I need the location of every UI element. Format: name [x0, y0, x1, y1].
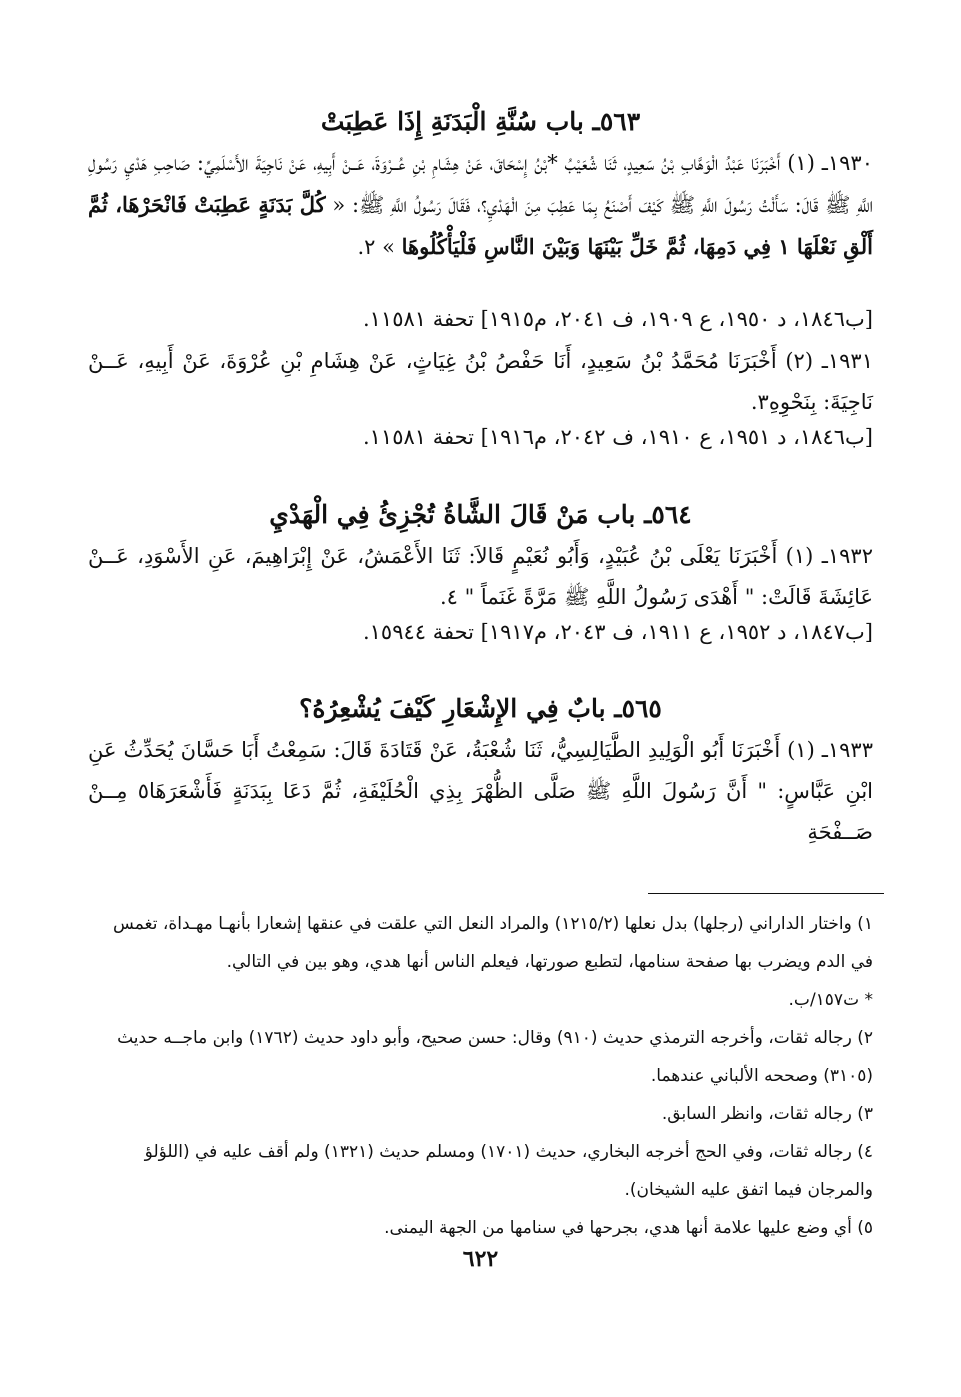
- section-heading-565: ٥٦٥ـ بابٌ فِي الإِشْعَارِ كَيْفَ يُشْعِرُهُ؟: [299, 694, 662, 723]
- section-heading-563: ٥٦٣ـ باب سُنَّةِ الْبَدَنَةِ إِذَا عَطِبَتْ: [320, 107, 641, 136]
- footnote-4: ٤) رجاله ثقات، وفي الحج أخرجه البخاري، حديث (١٧٠١) ومسلم حديث (١٣٢١) ولم أقف عليه في (اللؤلؤ والمرجان فيما اتفق عليه الشيخان).: [144, 1142, 873, 1200]
- hadith-1930-prophetic-saying: كُلَّ بَدَنَةٍ عَطِبَتْ فَانْحَرْهَا، ثُمَّ أَلْقِ نَعْلَهَا ١ فِي دَمِهَا، ثُمَّ خَلِّ بَيْنَهَا وَبَيْنَ النَّاسِ فَلْيَأْكُلُوهَا: [88, 192, 873, 259]
- page-number: ٦٢٢: [462, 1246, 499, 1272]
- hadith-1931: ١٩٣١ـ (٢) أَخْبَرَنَا مُحَمَّدُ بْنُ سَعِيدٍ، أَنَا حَفْصُ بْنُ غِيَاثٍ، عَنْ هِشَامِ بْنِ عُرْوَةَ، عَنْ أَبِيهِ، عَــنْ نَاجِيَةَ: بِنَحْوِهِ٣.: [88, 349, 873, 414]
- hadith-1931-reference: [ب١٨٤٦، د ١٩٥١، ع ١٩١٠، ف ٢٠٤٢، م١٩١٦] تحفة ١١٥٨١.: [362, 425, 873, 449]
- footnote-marker-star: * ت١٥٧/ب.: [788, 990, 873, 1010]
- hadith-1930: [88, 143, 873, 268]
- hadith-1930-reference: [ب١٨٤٦، د ١٩٥٠، ع ١٩٠٩، ف ٢٠٤١، م١٩١٥] تحفة ١١٥٨١.: [362, 307, 873, 331]
- hadith-1932-reference: [ب١٨٤٧، د ١٩٥٢، ع ١٩١١، ف ٢٠٤٣، م١٩١٧] تحفة ١٥٩٤٤.: [362, 620, 873, 644]
- hadith-1932: ١٩٣٢ـ (١) أَخْبَرَنَا يَعْلَى بْنُ عُبَيْدٍ، وَأَبُو نُعَيْمٍ قَالاَ: ثَنَا الأَعْمَشُ، عَنْ إِبْرَاهِيمَ، عَنِ الأَسْوَدِ، عَــنْ عَائِشَةَ قَالَتْ: " أَهْدَى رَسُولُ اللَّهِ ﷺ مَرَّةً غَنَماً " ٤.: [88, 544, 873, 609]
- footnote-3: ٣) رجاله ثقات، وانظر السابق.: [661, 1104, 873, 1124]
- section-heading-564: ٥٦٤ـ باب مَنْ قَالَ الشَّاةُ تُجْزِئُ فِي الْهَدْيِ: [269, 500, 692, 529]
- footnote-1: ١) واختار الداراني (رجلها) بدل نعلها (١٢١٥/٢) والمراد النعل التي علقت في عنقها إشعارا بأنهـا مهـداة، تغمس في الدم ويضرب بها صفحة سنامها، لتطبع صورتها، فيعلم الناس أنها هدي، وهو بين في التالي.: [113, 914, 873, 972]
- footnote-divider: [648, 893, 884, 894]
- hadith-1933: ١٩٣٣ـ (١) أَخْبَرَنَا أَبُو الْوَلِيدِ الطَّيَالِسِيُّ، ثَنَا شُعْبَةُ، عَنْ قَتَادَةَ قَالَ: سَمِعْتُ أَبَا حَسَّانَ يُحَدِّثُ عَنِ ابْنِ عَبَّاسٍ: " أَنَّ رَسُولَ اللَّهِ ﷺ صَلَّى الظُّهْرَ بِذِي الْحُلَيْفَةِ، ثُمَّ دَعَا بِبَدَنَةٍ فَأَشْعَرَهَا٥ مِــنْ صَــفْحَةِ: [88, 738, 874, 844]
- hadith-1930-text: ١٩٣٠ـ (١) أَخْبَرَنَا عَبْدُ الْوَهَّابِ بْنُ سَعِيدٍ، ثَنَا شُعَيْبُ *بْنُ إِسْحَاقَ، عَنْ هِشَامِ بْنِ عُــرْوَةَ، عَــنْ أَبِيهِ، عَنْ نَاجِيَةَ الأَسْلَمِيِّ: صَاحِبِ هَدْيِ رَسُولِ اللَّهِ ﷺ قَالَ: سَأَلْتُ رَسُولَ اللَّهِ ﷺ كَيْفَ أَصْنَعُ بِمَا عَطِبَ مِنَ الْهَدْيِ؟، فَقَالَ رَسُولُ اللَّهِ ﷺ: «: [88, 151, 873, 217]
- footnote-2: ٢) رجاله ثقات، وأخرجه الترمذي حديث (٩١٠) وقال: حسن صحيح، وأبو داود حديث (١٧٦٢) وابن ماجــه حديث (٣١٠٥) وصححه الألباني عندهما.: [117, 1028, 873, 1086]
- hadith-1930-close: » ٢.: [357, 235, 395, 259]
- footnote-5: ٥) أي وضع عليها علامة أنها هدي، بجرحها في سنامها من الجهة اليمنى.: [384, 1218, 873, 1238]
- footnotes: [88, 905, 873, 1247]
